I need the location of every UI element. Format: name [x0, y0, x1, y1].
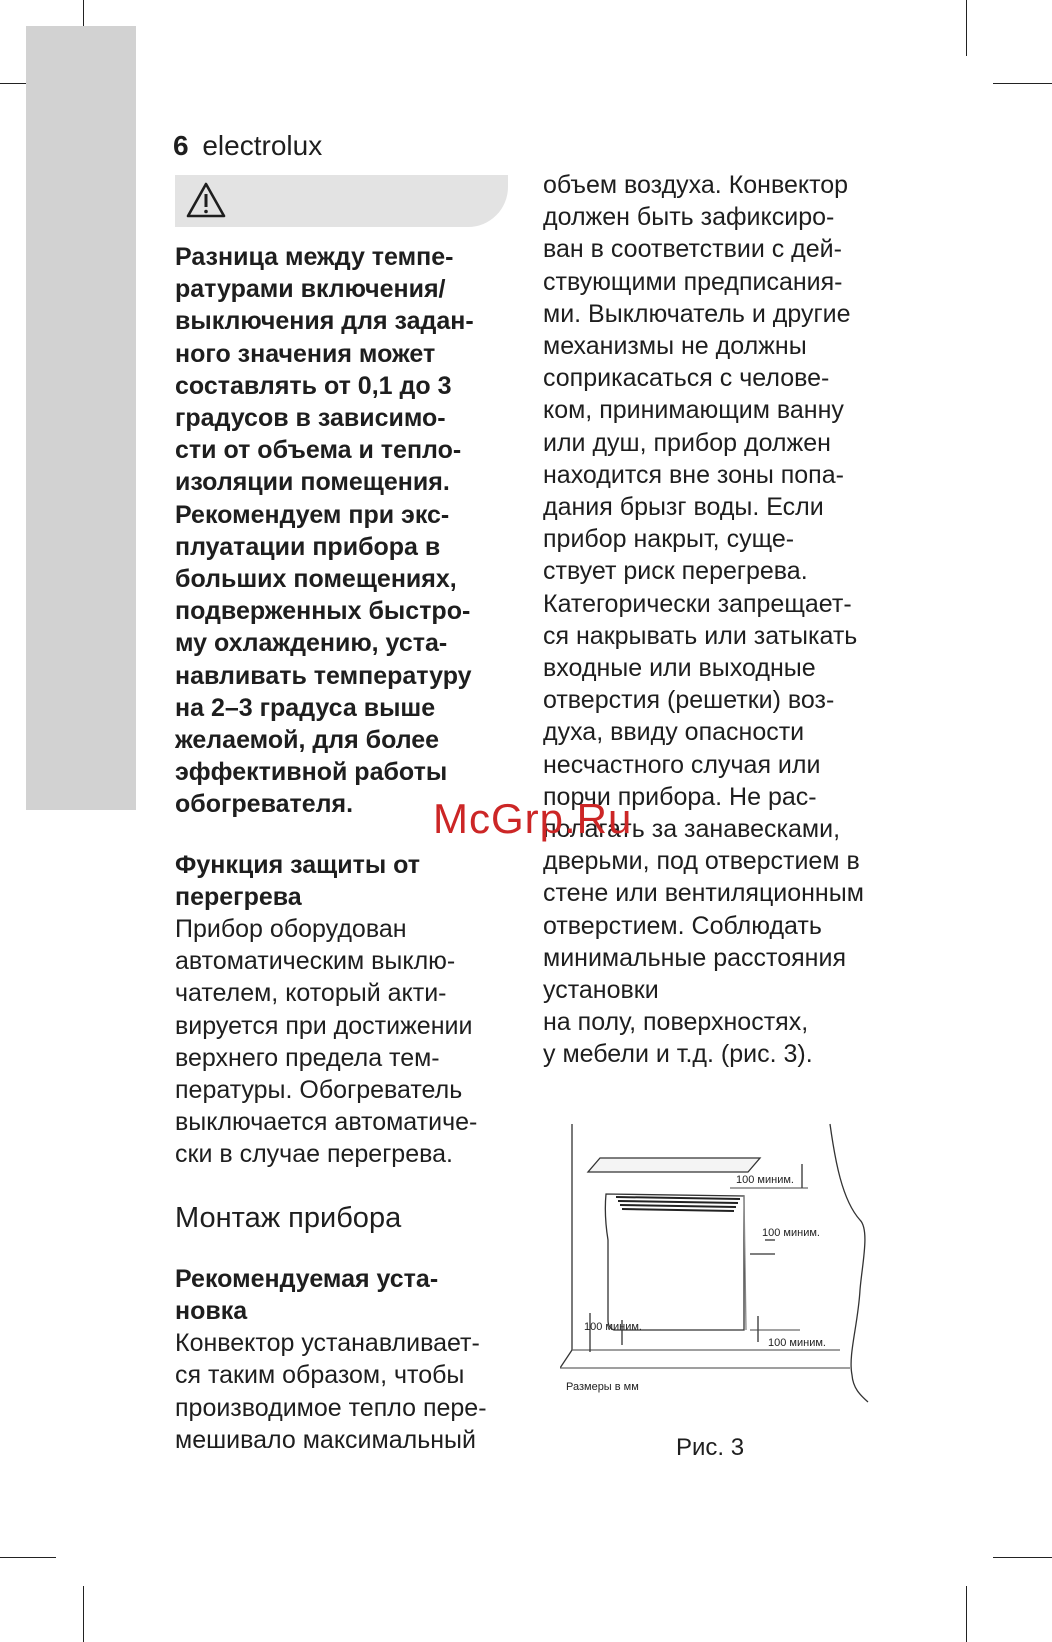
- body-line: минимальные расстояния: [543, 943, 846, 972]
- body-line: Прибор оборудован: [175, 915, 407, 944]
- body-line: ком, принимающим ванну: [543, 396, 844, 425]
- crop-mark: [0, 1557, 56, 1558]
- body-line: Категорически запрещает-: [543, 589, 852, 618]
- warning-line: выключения для задан-: [175, 307, 474, 336]
- shelf-shape: [588, 1158, 760, 1172]
- warning-line: на 2–3 градуса выше: [175, 693, 436, 722]
- heading-line: перегрева: [175, 882, 302, 911]
- crop-mark: [966, 0, 967, 56]
- body-line: пературы. Обогреватель: [175, 1076, 463, 1105]
- overheat-heading: [175, 849, 520, 913]
- right-column: [543, 169, 883, 1071]
- heater-body: [605, 1194, 744, 1330]
- body-line: автоматическим выклю-: [175, 947, 456, 976]
- body-line: несчастного случая или: [543, 750, 821, 779]
- body-line: отверстием. Соблюдать: [543, 911, 822, 940]
- body-line: ван в соответствии с дей-: [543, 235, 842, 264]
- body-line: отверстия (решетки) воз-: [543, 686, 835, 715]
- crop-mark: [993, 1557, 1052, 1558]
- body-line: установки: [543, 976, 659, 1005]
- body-line: ми. Выключатель и другие: [543, 299, 851, 328]
- side-strip: [26, 26, 136, 810]
- warning-line: Разница между темпе-: [175, 243, 454, 271]
- label-right-clearance: 100 миним.: [762, 1227, 820, 1239]
- heading-line: Функция защиты от: [175, 850, 421, 879]
- warning-line: эффективной работы: [175, 758, 448, 787]
- heading-line: Рекомендуемая уста-: [175, 1264, 439, 1293]
- crop-mark: [993, 83, 1052, 84]
- body-line: дверьми, под отверстием в: [543, 847, 860, 876]
- body-line: ся накрывать или затыкать: [543, 621, 858, 650]
- body-line: прибор накрыт, суще-: [543, 525, 795, 554]
- body-line: вируется при достижении: [175, 1011, 473, 1040]
- body-line: механизмы не должны: [543, 332, 807, 361]
- body-line: находится вне зоны попа-: [543, 460, 844, 489]
- warning-triangle-icon: [185, 181, 227, 219]
- crop-mark: [966, 1586, 967, 1642]
- floor-line: [560, 1350, 572, 1368]
- body-line: выключается автоматиче-: [175, 1108, 478, 1137]
- body-line: объем воздуха. Конвектор: [543, 171, 849, 199]
- body-line: ствует риск перегрева.: [543, 557, 808, 586]
- warning-line: му охлаждению, уста-: [175, 629, 448, 658]
- label-units: Размеры в мм: [566, 1381, 639, 1393]
- body-line: соприкасаться с челове-: [543, 364, 830, 393]
- warning-line: подверженных быстро-: [175, 597, 471, 626]
- body-line: дания брызг воды. Если: [543, 493, 824, 522]
- body-line: чателем, который акти-: [175, 979, 447, 1008]
- body-line: порчи прибора. Не рас-: [543, 782, 817, 811]
- crop-mark: [83, 1586, 84, 1642]
- right-text: [543, 169, 883, 1071]
- warning-line: ратурами включения/: [175, 275, 446, 304]
- mounting-title: Монтаж прибора: [175, 1201, 402, 1234]
- body-line: ствующими предписания-: [543, 267, 843, 296]
- body-line: духа, ввиду опасности: [543, 718, 805, 747]
- page-header: [173, 128, 322, 164]
- warning-line: обогревателя.: [175, 790, 354, 819]
- body-line: Конвектор устанавливает-: [175, 1329, 480, 1358]
- page-number: 6: [173, 130, 189, 161]
- body-line: или душ, прибор должен: [543, 428, 831, 457]
- mounting-heading: [175, 1263, 520, 1327]
- body-line: ся таким образом, чтобы: [175, 1361, 465, 1390]
- body-line: мешивало максимальный: [175, 1425, 476, 1454]
- brand-name: electrolux: [202, 130, 323, 161]
- mounting-text: [175, 1327, 520, 1456]
- warning-line: плуатации прибора в: [175, 532, 441, 561]
- body-line: ски в случае перегрева.: [175, 1140, 453, 1169]
- warning-line: сти от объема и тепло-: [175, 436, 462, 465]
- body-line: полагать за занавесками,: [543, 815, 841, 844]
- warning-line: желаемой, для более: [175, 726, 440, 755]
- body-line: входные или выходные: [543, 654, 816, 683]
- body-line: производимое тепло пере-: [175, 1393, 487, 1422]
- body-line: на полу, поверхностях,: [543, 1008, 809, 1037]
- label-top-clearance: 100 миним.: [736, 1174, 794, 1186]
- watermark: McGrp.Ru: [433, 795, 633, 842]
- label-right-floor-clearance: 100 миним.: [768, 1337, 826, 1349]
- warning-line: ного значения может: [175, 339, 436, 368]
- body-line: стене или вентиляционным: [543, 879, 864, 908]
- overheat-text: [175, 913, 520, 1171]
- body-line: должен быть зафиксиро-: [543, 203, 835, 232]
- figure-caption: Рис. 3: [676, 1434, 745, 1461]
- left-column: [175, 241, 520, 1456]
- warning-line: Рекомендуем при экс-: [175, 500, 450, 529]
- warning-line: изоляции помещения.: [175, 468, 450, 497]
- furniture-outline: [830, 1124, 868, 1402]
- body-line: верхнего предела тем-: [175, 1043, 440, 1072]
- warning-line: градусов в зависимо-: [175, 404, 446, 433]
- warning-line: навливать температуру: [175, 661, 472, 690]
- heading-line: новка: [175, 1296, 248, 1325]
- warning-banner: [175, 175, 508, 227]
- warning-line: больших помещениях,: [175, 565, 457, 594]
- warning-text: [175, 241, 520, 821]
- installation-figure: [560, 1120, 880, 1410]
- label-left-floor-clearance: 100 миним.: [584, 1321, 642, 1333]
- warning-line: составлять от 0,1 до 3: [175, 371, 452, 400]
- body-line: у мебели и т.д. (рис. 3).: [543, 1040, 813, 1069]
